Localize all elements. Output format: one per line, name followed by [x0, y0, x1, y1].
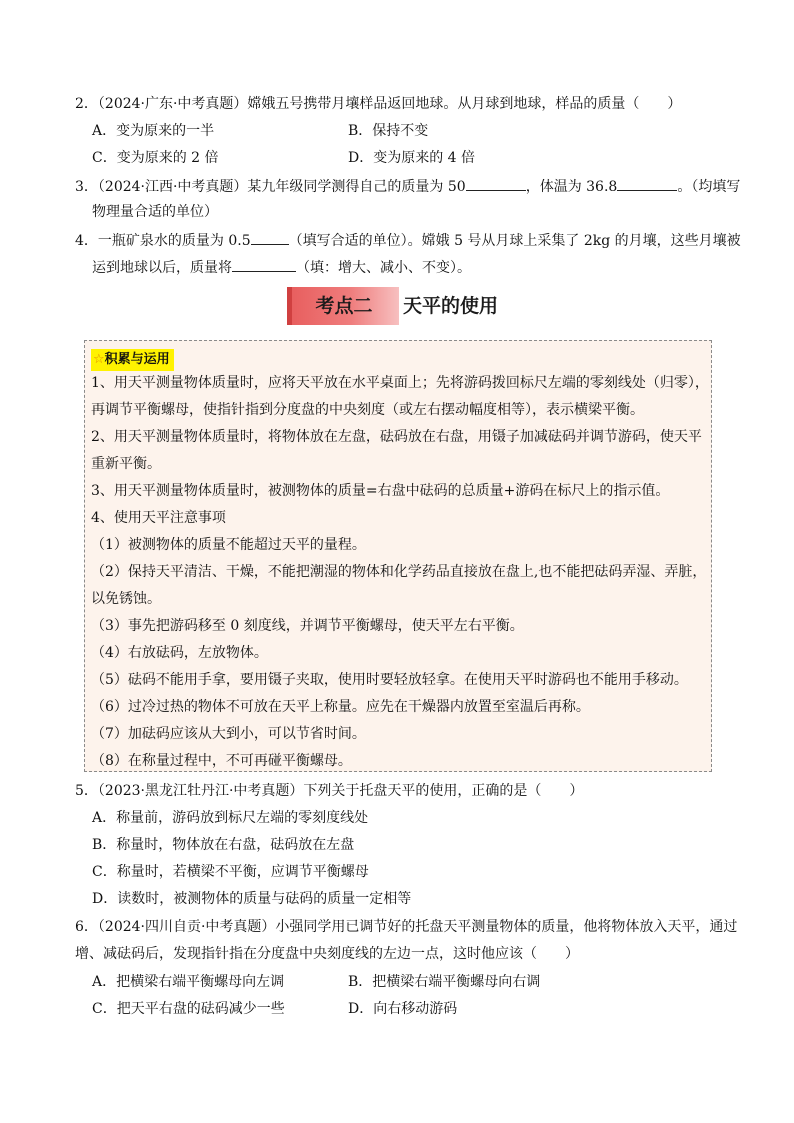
q6-stem: 6．（2024·四川自贡·中考真题）小强同学用已调节好的托盘天平测量物体的质量，他将物体放入天平，通过: [75, 919, 738, 935]
q3-stem: [75, 176, 740, 196]
knowledge-line: 重新平衡。: [91, 456, 161, 472]
knowledge-line: （8）在称量过程中，不可再碰平衡螺母。: [91, 753, 352, 769]
q4-text-4: （填：增大、减小、不变）。: [296, 260, 471, 276]
q3-text-3: 。（均填写: [677, 179, 741, 195]
knowledge-line: 4、使用天平注意事项: [91, 510, 226, 526]
q4-blank-2[interactable]: [232, 257, 296, 272]
q4-text-3: 运到地球以后，质量将: [92, 260, 232, 276]
q5-option-c[interactable]: C．称量时，若横梁不平衡，应调节平衡螺母: [92, 864, 369, 880]
q6-option-c[interactable]: C．把天平右盘的砝码减少一些: [92, 1001, 285, 1017]
q2-option-d[interactable]: D．变为原来的 4 倍: [348, 150, 476, 166]
section-label: 考点二: [315, 295, 373, 317]
knowledge-line: 再调节平衡螺母，使指针指到分度盘的中央刻度（或左右摆动幅度相等），表示横梁平衡。: [91, 402, 644, 418]
knowledge-line: （6）过冷过热的物体不可放在天平上称量。应先在干燥器内放置至室温后再称。: [91, 699, 590, 715]
q5-option-d[interactable]: D．读数时，被测物体的质量与砝码的质量一定相等: [92, 891, 412, 907]
knowledge-line: 3、用天平测量物体质量时，被测物体的质量=右盘中砝码的总质量+游码在标尺上的指示值。: [91, 483, 670, 499]
q5-option-a[interactable]: A．称量前，游码放到标尺左端的零刻度线处: [92, 810, 369, 826]
q6-option-b[interactable]: B．把横梁右端平衡螺母向右调: [348, 974, 541, 990]
q6-stem-line2: 增、减砝码后，发现指针指在分度盘中央刻度线的左边一点，这时他应该（ ）: [75, 946, 579, 962]
knowledge-line: （4）右放砝码，左放物体。: [91, 645, 268, 661]
knowledge-line: 1、用天平测量物体质量时，应将天平放在水平桌面上；先将游码拨回标尺左端的零刻线处（归零），: [91, 375, 709, 391]
q6-option-d[interactable]: D．向右移动游码: [348, 1001, 458, 1017]
q3-text-1: 3．（2024·江西·中考真题）某九年级同学测得自己的质量为 50: [75, 179, 466, 195]
q4-stem: [75, 230, 741, 250]
q2-stem: 2．（2024·广东·中考真题）嫦娥五号携带月壤样品返回地球。从月球到地球，样品的质量（ ）: [75, 96, 682, 112]
knowledge-line: （7）加砝码应该从大到小，可以节省时间。: [91, 726, 366, 742]
section-title: 天平的使用: [403, 295, 499, 317]
q2-option-b[interactable]: B．保持不变: [348, 123, 429, 139]
q3-text-2: ，体温为 36.8: [525, 179, 618, 195]
q5-stem: 5．（2023·黑龙江牡丹江·中考真题）下列关于托盘天平的使用，正确的是（ ）: [75, 783, 584, 799]
knowledge-line: （1）被测物体的质量不能超过天平的量程。: [91, 537, 366, 553]
q2-option-a[interactable]: A．变为原来的一半: [92, 123, 215, 139]
knowledge-line: （3）事先把游码移至 0 刻度线，并调节平衡螺母，使天平左右平衡。: [91, 618, 524, 634]
q4-stem-line2: [92, 257, 471, 277]
q2-option-c[interactable]: C．变为原来的 2 倍: [92, 150, 219, 166]
knowledge-line: 2、用天平测量物体质量时，将物体放在左盘，砝码放在右盘，用镊子加减砝码并调节游码，使天平: [91, 429, 702, 445]
star-icon: ☆: [93, 352, 105, 367]
q5-option-b[interactable]: B．称量时，物体放在右盘，砝码放在左盘: [92, 837, 355, 853]
q6-option-a[interactable]: A．把横梁右端平衡螺母向左调: [92, 974, 285, 990]
knowledge-box-tag-label: 积累与运用: [104, 352, 170, 367]
q3-stem-line2: 物理量合适的单位）: [92, 204, 218, 220]
knowledge-line: 以免锈蚀。: [91, 591, 161, 607]
q4-blank-1[interactable]: [251, 230, 289, 245]
q4-text-1: 4．一瓶矿泉水的质量为 0.5: [75, 233, 251, 249]
knowledge-box-tag: [91, 349, 174, 371]
q3-blank-2[interactable]: [617, 176, 677, 191]
knowledge-box: [84, 340, 712, 772]
knowledge-line: （5）砝码不能用手拿，要用镊子夹取，使用时要轻放轻拿。在使用天平时游码也不能用手移动。: [91, 672, 688, 688]
q4-text-2: （填写合适的单位）。嫦娥 5 号从月球上采集了 2kg 的月壤，这些月壤被: [288, 233, 741, 249]
q3-blank-1[interactable]: [466, 176, 526, 191]
knowledge-line: （2）保持天平清洁、干燥，不能把潮湿的物体和化学药品直接放在盘上,也不能把砝码弄湿、弄脏，: [91, 564, 707, 580]
